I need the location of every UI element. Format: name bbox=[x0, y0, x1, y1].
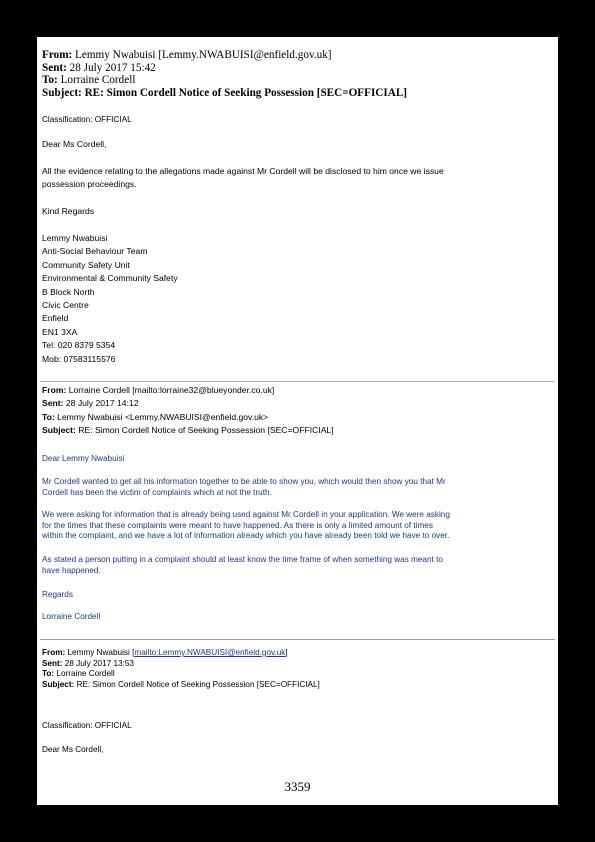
signature-line: Community Safety Unit bbox=[42, 259, 130, 270]
signature-line: Lemmy Nwabuisi bbox=[42, 233, 108, 243]
email2-paragraph-1 bbox=[42, 477, 553, 498]
email1-body-line: All the evidence relating to the allegations made against Mr Cordell will be disclosed to him once we issue bbox=[42, 166, 444, 176]
email3-classification: Classification: OFFICIAL bbox=[42, 721, 132, 730]
email1-greeting: Dear Ms Cordell, bbox=[42, 139, 107, 149]
email3-greeting: Dear Ms Cordell, bbox=[42, 745, 104, 754]
email3-header bbox=[42, 648, 553, 690]
email2-paragraph-2 bbox=[42, 510, 553, 542]
email2-body-line: within the complaint, and we have a lot of information already which you have already been told we have to over. bbox=[42, 531, 450, 541]
email1-closing: Kind Regards bbox=[42, 206, 95, 216]
email1-from: From: Lemmy Nwabuisi [Lemmy.NWABUISI@enfield.gov.uk] bbox=[42, 49, 332, 61]
email2-from: From: Lorraine Cordell [mailto:lorraine32@blueyonder.co.uk] bbox=[42, 385, 275, 395]
email3-mailto-link[interactable]: mailto:Lemmy.NWABUISI@enfield.gov.uk bbox=[134, 648, 286, 657]
email2-subject: Subject: RE: Simon Cordell Notice of Seeking Possession [SEC=OFFICIAL] bbox=[42, 425, 334, 436]
email2-body-line: As stated a person putting in a complaint should at least know the time frame of when something was meant to bbox=[42, 555, 443, 564]
email1-sent: Sent: 28 July 2017 15:42 bbox=[42, 61, 156, 74]
email2-to: To: Lemmy Nwabuisi <Lemmy.NWABUISI@enfield.gov.uk> bbox=[42, 411, 269, 422]
signature-line: Mob: 07583115576 bbox=[42, 353, 116, 364]
email2-body-line: for the times that these complaints were meant to have happened. As there is only a limited amount of times bbox=[42, 520, 433, 530]
signature-line: Tel: 020 8379 5354 bbox=[42, 340, 116, 351]
email2-name: Lorraine Cordell bbox=[42, 612, 101, 621]
email1-to: To: Lorraine Cordell bbox=[42, 74, 136, 87]
email2-header bbox=[42, 384, 553, 438]
email3-to: To: Lorraine Cordell bbox=[42, 669, 115, 679]
email2-sent: Sent: 28 July 2017 14:12 bbox=[42, 398, 139, 409]
signature-line: Civic Centre bbox=[42, 300, 89, 311]
email2-body-line: have happened. bbox=[42, 565, 101, 575]
email3-subject: Subject: RE: Simon Cordell Notice of Seeking Possession [SEC=OFFICIAL] bbox=[42, 679, 320, 689]
email3-sent: Sent: 28 July 2017 13:53 bbox=[42, 658, 134, 668]
email2-body-line: We were asking for information that is already being used against Mr Cordell in your application. We were asking bbox=[42, 510, 450, 519]
email1-body bbox=[42, 165, 553, 192]
document-page bbox=[37, 37, 558, 805]
signature-line: Anti-Social Behaviour Team bbox=[42, 246, 148, 257]
signature-line: B Block North bbox=[42, 286, 95, 297]
email1-body-line: possession proceedings. bbox=[42, 179, 137, 190]
divider bbox=[40, 639, 555, 640]
email1-header bbox=[42, 49, 553, 99]
email2-body-line: Mr Cordell wanted to get all his information together to be able to show you, which would then show you that Mr bbox=[42, 477, 446, 486]
email1-signature bbox=[42, 232, 553, 366]
email1-classification: Classification: OFFICIAL bbox=[42, 115, 132, 124]
signature-line: Environmental & Community Safety bbox=[42, 273, 178, 284]
email2-body-line: Cordell has been the victim of complaints which at not the truth. bbox=[42, 487, 272, 497]
email3-from: From: Lemmy Nwabuisi [mailto:Lemmy.NWABUISI@enfield.gov.uk] bbox=[42, 648, 288, 657]
email2-paragraph-3 bbox=[42, 555, 553, 576]
signature-line: EN1 3XA bbox=[42, 326, 78, 337]
email2-closing: Regards bbox=[42, 590, 73, 599]
email2-greeting: Dear Lemmy Nwabuisi bbox=[42, 454, 125, 463]
divider bbox=[40, 381, 555, 382]
page-number: 3359 bbox=[284, 779, 311, 794]
signature-line: Enfield bbox=[42, 313, 69, 324]
email1-subject: Subject: RE: Simon Cordell Notice of Seeking Possession [SEC=OFFICIAL] bbox=[42, 86, 408, 99]
